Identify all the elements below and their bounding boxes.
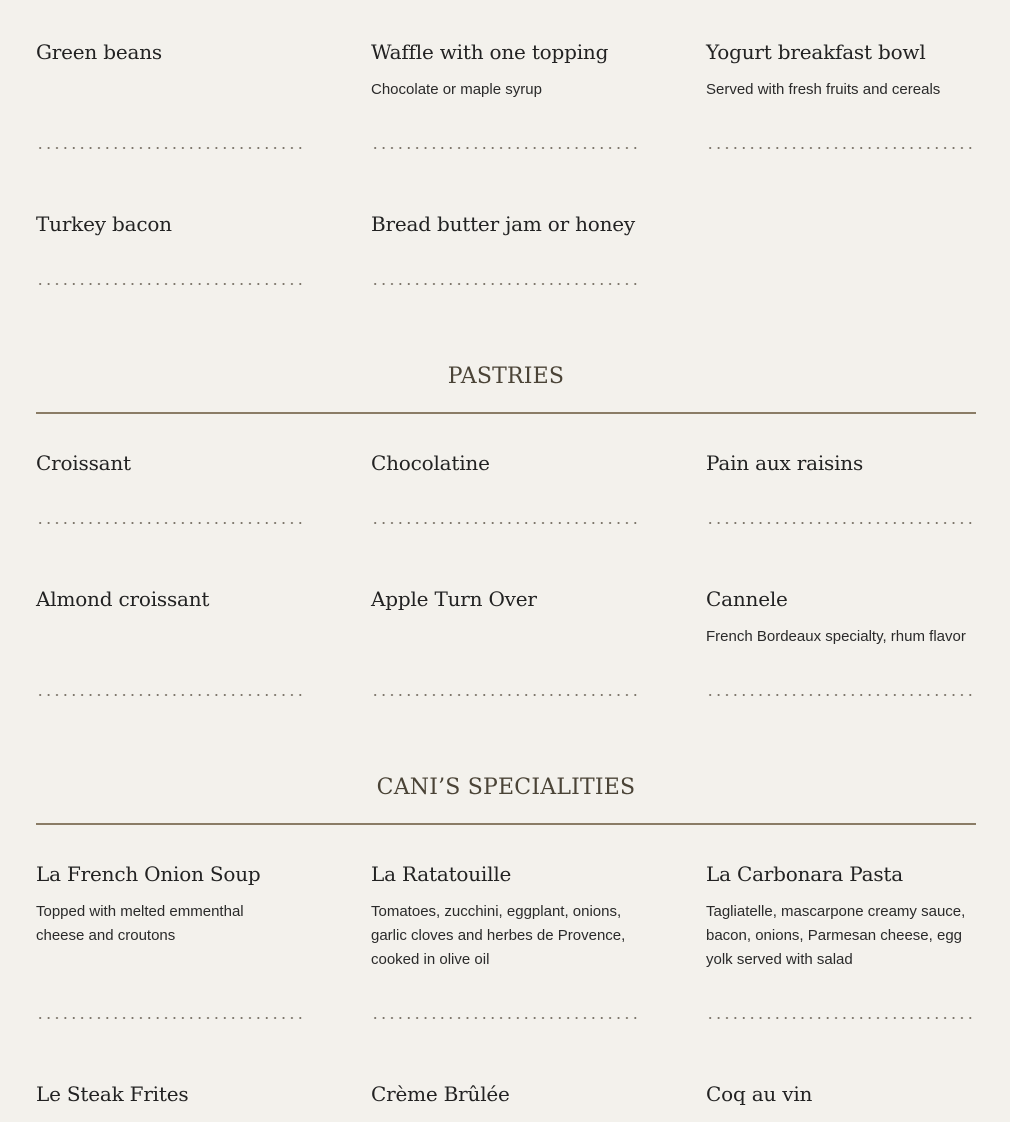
menu-item-name: Green beans: [36, 40, 162, 64]
dotted-separator: [36, 147, 304, 149]
menu-item-name: Bread butter jam or honey: [371, 212, 636, 236]
menu-item-bread-butter: [371, 212, 641, 236]
dotted-separator: [36, 694, 304, 696]
section-divider: [36, 823, 976, 825]
menu-item-description: Topped with melted emmenthal cheese and croutons: [36, 903, 244, 944]
menu-item-green-beans: [36, 40, 306, 64]
menu-item-creme-brulee: [371, 1082, 641, 1106]
section-title-pastries: PASTRIES: [447, 364, 565, 389]
menu-item-name: Crème Brûlée: [371, 1082, 510, 1106]
menu-item-name: Coq au vin: [706, 1082, 813, 1106]
menu-item-name: Chocolatine: [371, 451, 490, 475]
menu-item-name: La Ratatouille: [371, 862, 512, 886]
dotted-separator: [706, 147, 974, 149]
dotted-separator: [371, 283, 639, 285]
section-title-specialities: CANI’S SPECIALITIES: [376, 775, 636, 800]
menu-item-croissant: [36, 451, 306, 475]
menu-item-name: La French Onion Soup: [36, 862, 261, 886]
menu-item-description: Tomatoes, zucchini, eggplant, onions, garlic cloves and herbes de Provence, cooked in olive oil: [371, 903, 626, 968]
dotted-separator: [371, 147, 639, 149]
menu-item-chocolatine: [371, 451, 641, 475]
menu-item-description: Served with fresh fruits and cereals: [706, 81, 941, 98]
menu-item-name: Le Steak Frites: [36, 1082, 189, 1106]
menu-item-description: Tagliatelle, mascarpone creamy sauce, bacon, onions, Parmesan cheese, egg yolk served with salad: [706, 903, 966, 968]
dotted-separator: [371, 1017, 639, 1019]
menu-item-apple-turn-over: [371, 587, 641, 611]
menu-item-almond-croissant: [36, 587, 306, 611]
menu-item-name: Almond croissant: [36, 587, 210, 611]
menu-item-name: Waffle with one topping: [371, 40, 609, 64]
menu-item-description: French Bordeaux specialty, rhum flavor: [706, 628, 966, 645]
menu-item-pain-aux-raisins: [706, 451, 976, 475]
dotted-separator: [706, 694, 974, 696]
menu-item-name: La Carbonara Pasta: [706, 862, 903, 886]
menu-item-name: Apple Turn Over: [371, 587, 537, 611]
dotted-separator: [706, 522, 974, 524]
section-divider: [36, 412, 976, 414]
menu-item-yogurt-bowl: [706, 40, 976, 102]
menu-item-carbonara-pasta: [706, 862, 976, 972]
dotted-separator: [36, 1017, 304, 1019]
menu-item-name: Yogurt breakfast bowl: [706, 40, 926, 64]
dotted-separator: [371, 694, 639, 696]
menu-item-turkey-bacon: [36, 212, 306, 236]
dotted-separator: [36, 283, 304, 285]
dotted-separator: [36, 522, 304, 524]
menu-item-cannele: [706, 587, 976, 649]
menu-item-ratatouille: [371, 862, 641, 972]
dotted-separator: [706, 1017, 974, 1019]
dotted-separator: [371, 522, 639, 524]
menu-item-french-onion-soup: [36, 862, 306, 948]
menu-item-name: Turkey bacon: [36, 212, 172, 236]
menu-item-coq-au-vin: [706, 1082, 976, 1106]
menu-item-name: Cannele: [706, 587, 788, 611]
menu-item-description: Chocolate or maple syrup: [371, 81, 542, 98]
menu-item-name: Croissant: [36, 451, 131, 475]
menu-item-steak-frites: [36, 1082, 306, 1106]
menu-item-name: Pain aux raisins: [706, 451, 864, 475]
menu-item-waffle: [371, 40, 641, 102]
